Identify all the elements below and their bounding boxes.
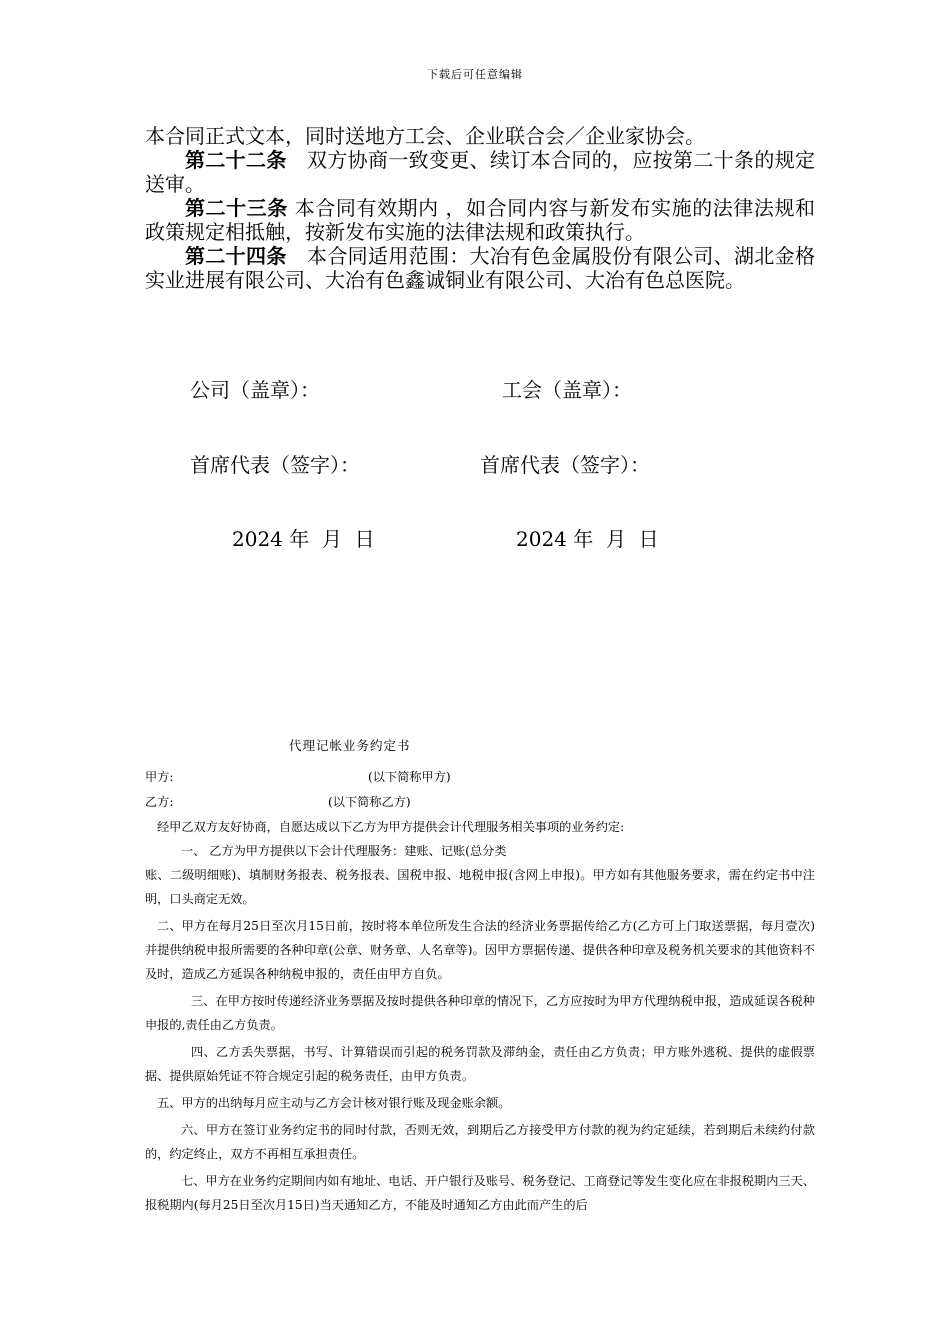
header-note: 下载后可任意编辑	[427, 68, 523, 81]
agreement-item-3: 三、在甲方按时传递经济业务票据及按时提供各种印章的情况下，乙方应按时为甲方代理纳税申报，造成延误各税种申报的,责任由乙方负责。	[145, 994, 815, 1032]
contract-section	[145, 124, 815, 292]
party-a-label: 甲方:	[145, 770, 174, 784]
representative-left-label: 首席代表（签字）：	[190, 453, 360, 477]
agreement-item-4: 四、乙方丢失票据，书写、计算错误而引起的税务罚款及滞纳金，责任由乙方负责；甲方账外逃税、提供的虚假票据、提供原始凭证不符合规定引起的税务责任，由甲方负责。	[145, 1045, 815, 1083]
party-b-label: 乙方:	[145, 795, 174, 809]
agreement-item-7: 七、甲方在业务约定期间内如有地址、电话、开户银行及账号、税务登记、工商登记等发生变化应在非报税期内三天、报税期内(每月25日至次月15日)当天通知乙方，不能及时通知乙方由此而产生的后	[145, 1174, 815, 1212]
article-22-label: 第二十二条	[185, 148, 287, 172]
agreement-intro: 经甲乙双方友好协商，自愿达成以下乙方为甲方提供会计代理服务相关事项的业务约定:	[157, 820, 625, 834]
article-24	[145, 244, 815, 292]
article-22-text: 双方协商一致变更、续订本合同的，应按第二十条的规定送审。	[145, 148, 816, 196]
article-23-label: 第二十三条	[185, 196, 288, 220]
agreement-item-5: 五、甲方的出纳每月应主动与乙方会计核对银行账及现金账余额。	[157, 1096, 511, 1110]
article-24-label: 第二十四条	[185, 244, 287, 268]
union-seal-label: 工会（盖章）：	[502, 378, 632, 402]
party-a-note: (以下简称甲方)	[368, 770, 451, 784]
article-23-text: 本合同有效期内 ，如合同内容与新发布实施的法律法规和政策规定相抵触，按新发布实施的法律法规和政策执行。	[145, 196, 816, 244]
date-right: 2024 年 月 日	[516, 527, 659, 551]
agreement-body	[145, 815, 815, 1217]
company-seal-label: 公司（盖章）：	[190, 378, 320, 402]
contract-paragraph: 本合同正式文本，同时送地方工会、企业联合会／企业家协会。	[145, 124, 705, 148]
date-left: 2024 年 月 日	[232, 527, 375, 551]
article-22	[145, 148, 815, 196]
party-b-note: (以下简称乙方)	[328, 795, 411, 809]
agreement-item-1: 账、二级明细账)、填制财务报表、税务报表、国税申报、地税申报(含网上申报)。甲方如有其他服务要求，需在约定书中注明，口头商定无效。	[145, 868, 815, 906]
agreement-item-1-first-line: 一、 乙方为甲方提供以下会计代理服务：建账、记账(总分类	[181, 844, 507, 858]
article-24-text: 本合同适用范围：大冶有色金属股份有限公司、湖北金格实业进展有限公司、大冶有色鑫诚铜业有限公司、大冶有色总医院。	[145, 244, 816, 292]
agreement-item-2: 二、甲方在每月25日至次月15日前，按时将本单位所发生合法的经济业务票据传给乙方(乙方可上门取送票据，每月壹次)并提供纳税申报所需要的各种印章(公章、财务章、人名章等)。因甲方票据传递、提供各种印章及税务机关要求的其他资料不及时，造成乙方延误各种纳税申报的，责任由甲方自负。	[145, 919, 815, 981]
article-23	[145, 196, 815, 244]
representative-right-label: 首席代表（签字）：	[480, 453, 650, 477]
agreement-title: 代理记帐业务约定书	[289, 738, 411, 753]
agreement-item-6: 六、甲方在签订业务约定书的同时付款，否则无效，到期后乙方接受甲方付款的视为约定延续，若到期后未续约付款的，约定终止，双方不再相互承担责任。	[145, 1123, 815, 1161]
